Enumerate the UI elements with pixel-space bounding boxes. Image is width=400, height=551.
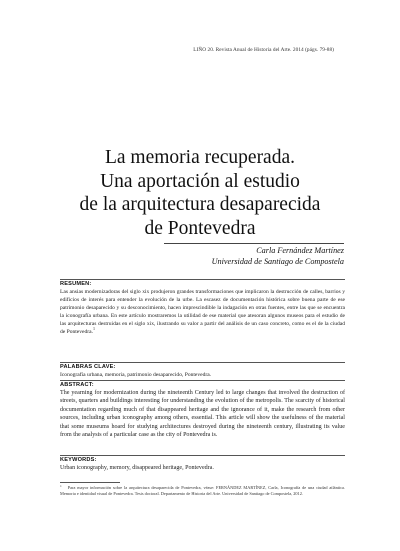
- palabras-clave-text: Iconografía urbana, memoria, patrimonio desaparecido, Pontevedra.: [60, 372, 212, 378]
- resumen-text: [60, 288, 345, 336]
- resumen-heading: RESUMEN:: [60, 281, 92, 287]
- footnote-number: 1: [60, 483, 62, 488]
- running-header-text: LIÑO 20. Revista Anual de Historia del Arte. 2014 (págs. 79-88): [193, 47, 334, 53]
- resumen-body: Las ansias modernizadoras del siglo xix produjeron grandes transformaciones que implicaron la destrucción de calles, barrios y edificios de interés para entender la evolución de la urbe. La escasez de documentación histórica sobre buena parte de ese patrimonio desaparecido y su desconocimiento, hacen imprescindible la indagación en otras fuentes, entre las que se encuentra la iconografía urbana. En este artículo mostraremos la utilidad de ese material que atesoran algunos museos para el estudio de las arquitecturas destruidas en el siglo xix, ilustrando su valor a partir del análisis de un caso concreto, como es el de la ciudad de Pontevedra.: [60, 289, 345, 336]
- footnote-rule: [60, 482, 120, 483]
- resumen-section: [60, 279, 345, 336]
- keywords-section: [60, 455, 345, 472]
- palabras-clave-heading: PALABRAS CLAVE:: [60, 364, 116, 370]
- abstract-section: [60, 380, 345, 439]
- keywords-text: Urban iconography, memory, disappeared heritage, Pontevedra.: [60, 465, 214, 471]
- title-line: La memoria recuperada.: [104, 147, 295, 168]
- title-line: de la arquitectura desaparecida: [79, 194, 321, 215]
- palabras-clave-section: [60, 362, 345, 379]
- author-name: Carla Fernández Martínez: [256, 246, 344, 255]
- footnote: [60, 482, 345, 497]
- keywords-heading: KEYWORDS:: [60, 457, 97, 463]
- abstract-heading: ABSTRACT:: [60, 382, 94, 388]
- footnote-ref[interactable]: 1: [92, 326, 95, 332]
- title-line: Una aportación al estudio: [100, 170, 300, 192]
- author-block: [164, 243, 344, 267]
- abstract-text: The yearning for modernization during the nineteenth Century led to large changes that involved the destruction of streets, quarters and buildings interesting for understanding the evolution of the metropolis. The scarcity of historical documentation regarding much of that disappeared heritage and the ignorance of it, make the research from other sources, including urban iconography among others, essential. This article will show the usefulness of the material that some museums hoard for studying architectures destroyed during the nineteenth century, illustrating its value from the analysis of a particular case as the city of Pontevedra is.: [60, 390, 345, 439]
- footnote-body: Para mayor información sobre la arquitectura desaparecida de Pontevedra, véase: FERNÁNDEZ MARTÍNEZ, Carla, Iconografía de una ciudad atlántica. Memoria e identidad visual de Pontevedra. Tesis doctoral. Departamento de Historia del Arte. Universidad de Santiago de Compostela, 2012.: [60, 485, 345, 497]
- title-line: de Pontevedra: [144, 217, 256, 239]
- author-affiliation: Universidad de Santiago de Compostela: [211, 256, 344, 266]
- running-header: [80, 47, 334, 53]
- article-title: [40, 146, 360, 240]
- footnote-text: [60, 485, 345, 497]
